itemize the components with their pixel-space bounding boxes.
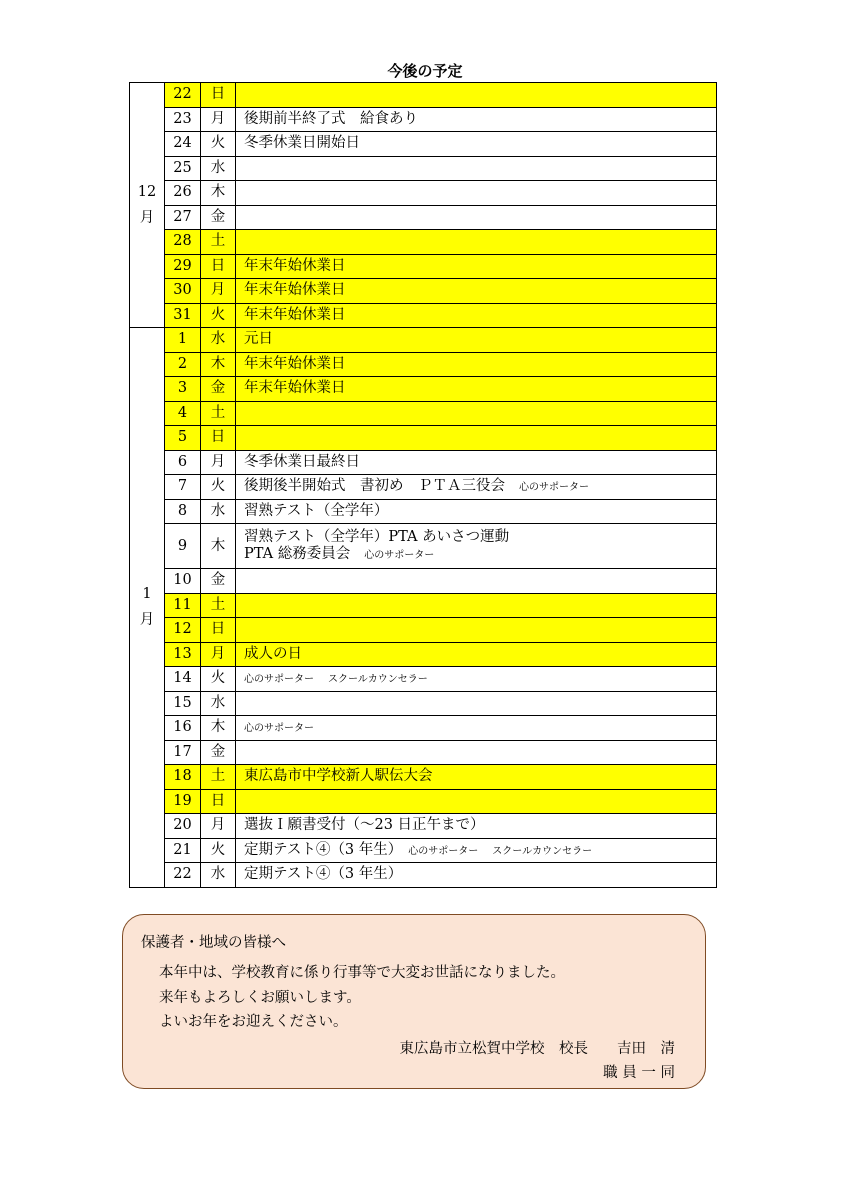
weekday: 水 [201,328,236,353]
event-cell [236,254,717,279]
event-cell [236,814,717,839]
event-text: 後期前半終了式 給食あり [244,110,418,127]
day-number: 26 [165,181,201,206]
event-cell [236,328,717,353]
event-cell [236,426,717,451]
schedule-row [130,740,717,765]
day-number: 10 [165,569,201,594]
event-text: 冬季休業日最終日 [244,453,360,470]
day-number: 11 [165,593,201,618]
schedule-row [130,426,717,451]
event-cell [236,475,717,500]
event-cell [236,303,717,328]
schedule-row [130,524,717,569]
weekday: 金 [201,377,236,402]
page-title: 今後の予定 [387,62,463,80]
event-cell [236,279,717,304]
schedule-row [130,642,717,667]
schedule-row [130,667,717,692]
schedule-row [130,352,717,377]
month-label [130,83,165,328]
schedule-row [130,618,717,643]
day-number: 7 [165,475,201,500]
day-number: 20 [165,814,201,839]
weekday: 火 [201,303,236,328]
greeting-box [122,914,706,1089]
day-number: 3 [165,377,201,402]
event-cell [236,401,717,426]
weekday: 土 [201,765,236,790]
event-cell [236,499,717,524]
greeting-heading: 保護者・地域の皆様へ [141,935,286,951]
weekday: 月 [201,107,236,132]
schedule-row [130,765,717,790]
month-label [130,328,165,888]
day-number: 15 [165,691,201,716]
schedule-row [130,132,717,157]
event-note: 心のサポーター [519,482,589,494]
schedule-row [130,716,717,741]
event-text: 習熟テスト（全学年） [244,502,389,519]
weekday: 金 [201,740,236,765]
event-text: 元日 [244,331,273,348]
event-cell [236,765,717,790]
schedule-row [130,230,717,255]
event-text: 年末年始休業日 [244,257,346,274]
weekday: 土 [201,230,236,255]
schedule-row [130,328,717,353]
event-cell [236,230,717,255]
schedule-row [130,814,717,839]
day-number: 8 [165,499,201,524]
event-text: 年末年始休業日 [244,355,346,372]
event-text: 冬季休業日開始日 [244,135,360,152]
weekday: 木 [201,524,236,569]
weekday: 土 [201,401,236,426]
day-number: 9 [165,524,201,569]
month-number: 1 [142,586,152,603]
event-cell [236,716,717,741]
weekday: 火 [201,475,236,500]
event-text: 後期後半開始式 書初め ＰＴＡ三役会 [244,478,505,495]
day-number: 18 [165,765,201,790]
event-text: 選抜Ｉ願書受付（～23 日正午まで） [244,817,485,834]
day-number: 19 [165,789,201,814]
day-number: 23 [165,107,201,132]
greeting-line-2: 来年もよろしくお願いします。 [159,990,361,1006]
event-cell [236,740,717,765]
day-number: 13 [165,642,201,667]
weekday: 木 [201,352,236,377]
schedule-row [130,279,717,304]
weekday: 水 [201,863,236,888]
day-number: 31 [165,303,201,328]
event-text: 年末年始休業日 [244,282,346,299]
weekday: 日 [201,426,236,451]
schedule-row [130,838,717,863]
day-number: 4 [165,401,201,426]
day-number: 22 [165,83,201,108]
event-note: 心のサポーター [364,550,435,561]
weekday: 土 [201,593,236,618]
day-number: 12 [165,618,201,643]
weekday: 日 [201,83,236,108]
day-number: 17 [165,740,201,765]
day-number: 28 [165,230,201,255]
weekday: 木 [201,716,236,741]
event-text: PTA 総務委員会 [244,546,351,562]
weekday: 月 [201,642,236,667]
event-cell [236,593,717,618]
schedule-row [130,569,717,594]
event-cell [236,789,717,814]
event-text: 成人の日 [244,645,302,662]
schedule-row [130,593,717,618]
event-cell [236,352,717,377]
event-text: 年末年始休業日 [244,306,346,323]
event-cell [236,524,717,569]
day-number: 14 [165,667,201,692]
event-note: 心のサポーター [244,723,314,735]
weekday: 木 [201,181,236,206]
weekday: 火 [201,132,236,157]
event-text: 定期テスト④（3 年生） [244,866,403,883]
event-cell [236,569,717,594]
event-text: 東広島市中学校新人駅伝大会 [244,768,433,785]
weekday: 月 [201,279,236,304]
event-text: 定期テスト④（3 年生） [244,841,403,858]
day-number: 24 [165,132,201,157]
greeting-line-3: よいお年をお迎えください。 [159,1014,348,1030]
schedule-row [130,691,717,716]
schedule-row [130,377,717,402]
weekday: 日 [201,254,236,279]
event-text: 習熟テスト（全学年）PTA あいさつ運動 [244,529,510,546]
schedule-row [130,156,717,181]
weekday: 火 [201,838,236,863]
weekday: 日 [201,789,236,814]
schedule-row [130,303,717,328]
weekday: 水 [201,156,236,181]
month-unit: 月 [139,612,155,629]
signature-staff: 職 員 一 同 [603,1065,675,1081]
event-cell [236,642,717,667]
schedule-row [130,181,717,206]
schedule-row [130,401,717,426]
schedule-row [130,450,717,475]
schedule-row [130,475,717,500]
schedule-row [130,789,717,814]
event-note: スクールカウンセラー [328,674,428,686]
weekday: 月 [201,814,236,839]
schedule-table [129,82,717,888]
schedule-row [130,254,717,279]
day-number: 27 [165,205,201,230]
event-note: 心のサポーター [244,674,314,686]
event-cell [236,863,717,888]
event-cell [236,691,717,716]
event-cell [236,156,717,181]
event-cell [236,132,717,157]
schedule-body [130,83,717,888]
weekday: 金 [201,205,236,230]
day-number: 6 [165,450,201,475]
weekday: 日 [201,618,236,643]
schedule-row [130,205,717,230]
weekday: 金 [201,569,236,594]
month-unit: 月 [139,210,155,226]
day-number: 21 [165,838,201,863]
day-number: 30 [165,279,201,304]
day-number: 16 [165,716,201,741]
event-cell [236,205,717,230]
schedule-row [130,863,717,888]
event-cell [236,83,717,108]
event-note: 心のサポーター [408,845,479,857]
schedule-row [130,107,717,132]
weekday: 火 [201,667,236,692]
day-number: 25 [165,156,201,181]
event-cell [236,107,717,132]
signature-school: 東広島市立松賀中学校 校長 吉田 清 [399,1041,675,1057]
event-cell [236,618,717,643]
event-cell [236,181,717,206]
event-cell [236,667,717,692]
day-number: 29 [165,254,201,279]
weekday: 水 [201,691,236,716]
event-cell [236,838,717,863]
event-cell [236,377,717,402]
weekday: 月 [201,450,236,475]
greeting-line-1: 本年中は、学校教育に係り行事等で大変お世話になりました。 [159,965,565,981]
day-number: 2 [165,352,201,377]
day-number: 22 [165,863,201,888]
event-cell [236,450,717,475]
day-number: 5 [165,426,201,451]
schedule-row [130,83,717,108]
event-text: 年末年始休業日 [244,380,346,397]
event-note: スクールカウンセラー [492,845,593,857]
weekday: 水 [201,499,236,524]
day-number: 1 [165,328,201,353]
month-number: 12 [137,184,157,200]
schedule-row [130,499,717,524]
